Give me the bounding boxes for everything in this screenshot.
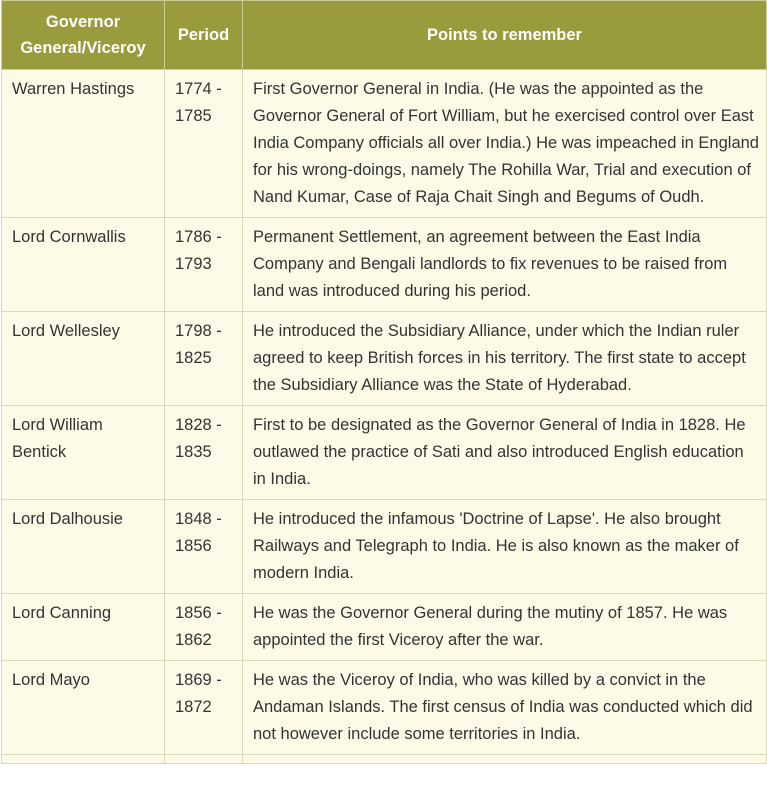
period-start: 1798 - bbox=[175, 322, 222, 340]
period-start: 1856 - bbox=[175, 604, 222, 622]
header-governor bbox=[2, 1, 165, 70]
table-row-cut-off bbox=[2, 755, 767, 764]
period-cell bbox=[165, 661, 243, 755]
period-start: 1774 - bbox=[175, 80, 222, 98]
points-cell: He introduced the infamous 'Doctrine of Lapse'. He also brought Railways and Telegraph to India. He is also known as the maker of modern India. bbox=[243, 500, 767, 594]
empty-cell bbox=[243, 755, 767, 764]
header-governor-line2: General/Viceroy bbox=[20, 39, 146, 57]
points-cell: He introduced the Subsidiary Alliance, under which the Indian ruler agreed to keep British forces in his territory. The first state to accept the Subsidiary Alliance was the State of Hyderabad. bbox=[243, 312, 767, 406]
governor-name: Lord Cornwallis bbox=[2, 218, 165, 312]
governor-name: Lord William Bentick bbox=[2, 406, 165, 500]
header-governor-line1: Governor bbox=[45, 13, 121, 31]
period-cell bbox=[165, 70, 243, 218]
table-row bbox=[2, 661, 767, 755]
governor-name: Lord Dalhousie bbox=[2, 500, 165, 594]
period-end: 1872 bbox=[175, 698, 212, 716]
table-row bbox=[2, 312, 767, 406]
period-start: 1848 - bbox=[175, 510, 222, 528]
points-cell: He was the Governor General during the mutiny of 1857. He was appointed the first Viceroy after the war. bbox=[243, 594, 767, 661]
header-row bbox=[2, 1, 767, 70]
period-end: 1793 bbox=[175, 255, 212, 273]
period-end: 1825 bbox=[175, 349, 212, 367]
empty-cell bbox=[165, 755, 243, 764]
points-cell: First to be designated as the Governor General of India in 1828. He outlawed the practice of Sati and also introduced English education in India. bbox=[243, 406, 767, 500]
table-row bbox=[2, 70, 767, 218]
points-cell: He was the Viceroy of India, who was killed by a convict in the Andaman Islands. The first census of India was conducted which did not however include some territories in India. bbox=[243, 661, 767, 755]
period-cell bbox=[165, 500, 243, 594]
table-row bbox=[2, 594, 767, 661]
period-end: 1785 bbox=[175, 107, 212, 125]
period-start: 1869 - bbox=[175, 671, 222, 689]
table-row bbox=[2, 218, 767, 312]
table-body bbox=[2, 70, 767, 764]
table-row bbox=[2, 406, 767, 500]
period-cell bbox=[165, 594, 243, 661]
period-end: 1856 bbox=[175, 537, 212, 555]
period-end: 1835 bbox=[175, 443, 212, 461]
table-header bbox=[2, 1, 767, 70]
governor-name: Lord Mayo bbox=[2, 661, 165, 755]
header-points: Points to remember bbox=[243, 1, 767, 70]
period-cell bbox=[165, 218, 243, 312]
period-cell bbox=[165, 312, 243, 406]
table-row bbox=[2, 500, 767, 594]
governor-name: Warren Hastings bbox=[2, 70, 165, 218]
period-start: 1828 - bbox=[175, 416, 222, 434]
governor-name: Lord Wellesley bbox=[2, 312, 165, 406]
header-period: Period bbox=[165, 1, 243, 70]
governors-table bbox=[1, 0, 767, 764]
period-cell bbox=[165, 406, 243, 500]
points-cell: Permanent Settlement, an agreement between the East India Company and Bengali landlords to fix revenues to be raised from land was introduced during his period. bbox=[243, 218, 767, 312]
points-cell: First Governor General in India. (He was the appointed as the Governor General of Fort William, but he exercised control over East India Company officials all over India.) He was impeached in England for his wrong-doings, namely The Rohilla War, Trial and execution of Nand Kumar, Case of Raja Chait Singh and Begums of Oudh. bbox=[243, 70, 767, 218]
governor-name: Lord Canning bbox=[2, 594, 165, 661]
period-end: 1862 bbox=[175, 631, 212, 649]
empty-cell bbox=[2, 755, 165, 764]
period-start: 1786 - bbox=[175, 228, 222, 246]
